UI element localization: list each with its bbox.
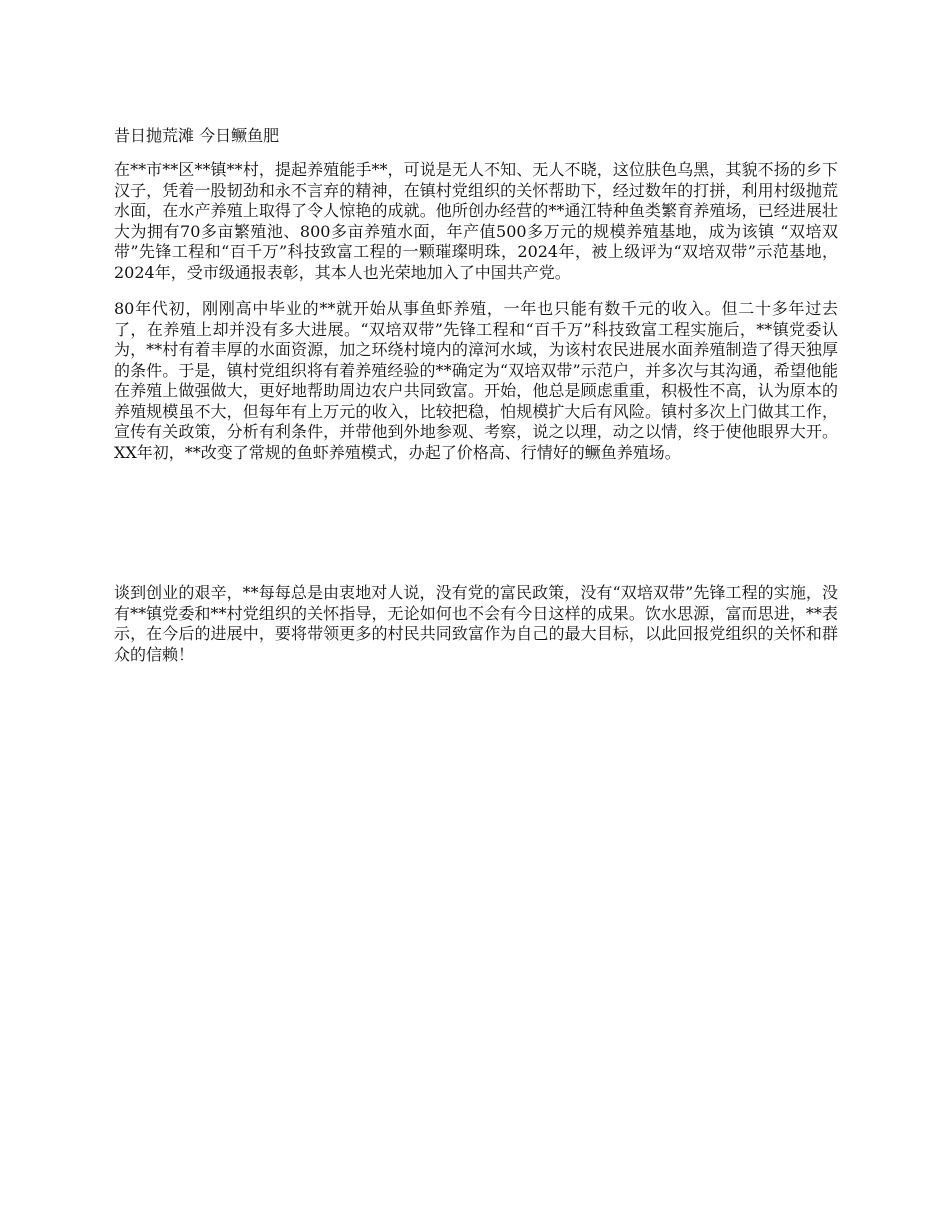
document-body [114,126,838,665]
document-title: 昔日抛荒滩 今日鳜鱼肥 [114,126,280,145]
blank-gap [114,463,838,583]
paragraph-2: 80年代初，刚刚高中毕业的**就开始从事鱼虾养殖，一年也只能有数千元的收入。但二十多年过去了，在养殖上却并没有多大进展。“双培双带”先锋工程和“百千万”科技致富工程实施后，**镇党委认为，**村有着丰厚的水面资源，加之环绕村境内的漳河水域，为该村农民进展水面养殖制造了得天独厚的条件。于是，镇村党组织将有着养殖经验的**确定为“双培双带”示范户，并多次与其沟通，希望他能在养殖上做强做大，更好地帮助周边农户共同致富。开始，他总是顾虑重重，积极性不高，认为原本的养殖规模虽不大，但每年有上万元的收入，比较把稳，怕规模扩大后有风险。镇村多次上门做其工作，宣传有关政策，分析有利条件，并带他到外地参观、考察，说之以理，动之以情，终于使他眼界大开。XX年初，**改变了常规的鱼虾养殖模式，办起了价格高、行情好的鳜鱼养殖场。 [114,299,838,462]
paragraph-3: 谈到创业的艰辛，**每每总是由衷地对人说，没有党的富民政策，没有“双培双带”先锋工程的实施，没有**镇党委和**村党组织的关怀指导，无论如何也不会有今日这样的成果。饮水思源，富而思进，**表示，在今后的进展中，要将带领更多的村民共同致富作为自己的最大目标，以此回报党组织的关怀和群众的信赖！ [114,583,838,664]
paragraph-1: 在**市**区**镇**村，提起养殖能手**，可说是无人不知、无人不晓，这位肤色乌黑，其貌不扬的乡下汉子，凭着一股韧劲和永不言弃的精神，在镇村党组织的关怀帮助下，经过数年的打拼，利用村级抛荒水面，在水产养殖上取得了令人惊艳的成就。他所创办经营的**通江特种鱼类繁育养殖场，已经进展壮大为拥有70多亩繁殖池、800多亩养殖水面，年产值500多万元的规模养殖基地，成为该镇 “双培双带”先锋工程和“百千万”科技致富工程的一颗璀璨明珠，2024年，被上级评为“双培双带”示范基地，2024年，受市级通报表彰，其本人也光荣地加入了中国共产党。 [114,160,838,282]
